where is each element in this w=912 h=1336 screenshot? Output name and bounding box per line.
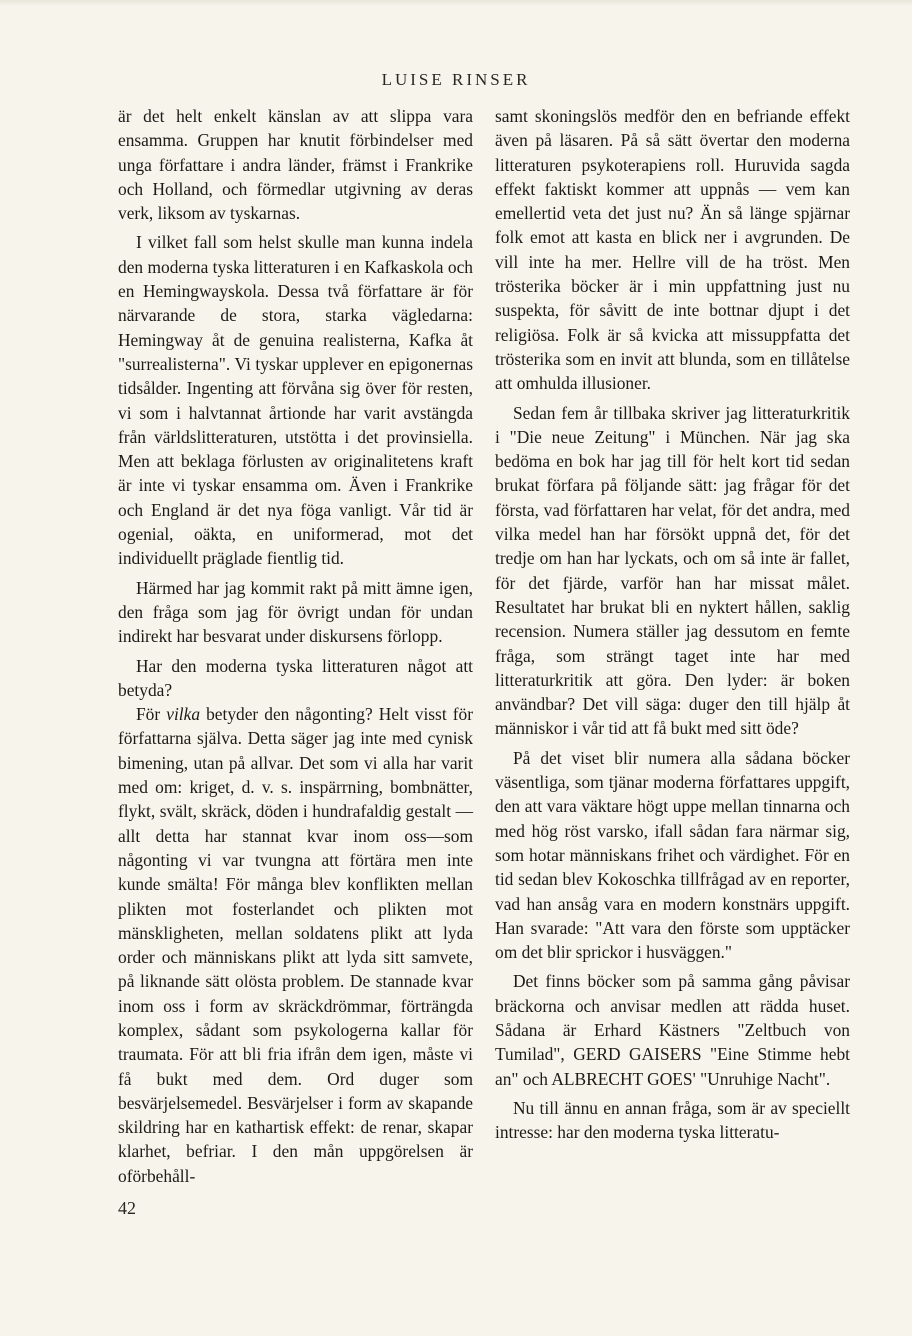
left-paragraph-4: Har den moderna tyska litteraturen något att betyda? (118, 655, 473, 700)
right-paragraph-4: Det finns böcker som på samma gång påvisar bräckorna och anvisar medlen att rädda huset. Sådana är Erhard Kästners "Zeltbuch von Tumilad", GERD GAISERS "Eine Stimme hebt an" och ALBRECHT GOES' "Unruhige Nacht". (495, 971, 850, 1089)
right-paragraph-3: På det viset blir numera alla sådana böcker väsentliga, som tjänar moderna författares uppgift, den att vara väktare högt uppe mellan tinnarna och med hög röst varsko, ifall sådan fara närmar sig, som hotar människans frihet och värdighet. För en tid sedan blev Kokoschka tillfrågad av en reporter, vad han ansåg vara en modern konstnärs uppgift. Han svarade: "Att vara den förste som upptäcker om det blir sprickor i husväggen." (495, 747, 850, 963)
right-column (495, 104, 850, 1144)
emphasized-word: vilka (166, 704, 201, 725)
right-paragraph-1: samt skoningslös medför den en befriande effekt även på läsaren. På så sätt övertar den moderna litteraturen psykoterapiens roll. Huruvida sagda effekt faktiskt kommer att uppnås — vem kan emellertid veta det just nu? Än så länge spjärnar folk emot att kasta en blick ner i avgrunden. De vill inte ha mer. Hellre vill de ha tröst. Men trösterika böcker är i min uppfattning just nu suspekta, för såvitt de inte bottnar djupt i det religiösa. Folk är så kvicka att missuppfatta det trösterika som en invit att blunda, som en tillåtelse att omhulda illusioner. (495, 106, 850, 394)
right-paragraph-5: Nu till ännu en annan fråga, som är av speciellt intresse: har den moderna tyska litteratu- (495, 1097, 850, 1143)
left-paragraph-5-rest: betyder den någonting? Helt visst för författarna själva. Detta säger jag inte med cynisk bimening, utan på allvar. Det som vi alla har varit med om: kriget, d. v. s. inspärrning, bombnätter, flykt, svält, skräck, döden i hundrafaldig gestalt — allt detta har stannat kvar inom oss—som någonting vi var tvungna att förtära men inte kunde smälta! För många blev konflikten mellan plikten mot fosterlandet och plikten mot mänskligheten, mellan soldatens plikt att lyda order och människans plikt att lyda sitt samvete, på liknande sätt olösta problem. De stannade kvar inom oss i form av skräckdrömmar, förträngda komplex, sådant som psykologerna kallar för traumata. För att bli fria ifrån dem igen, måste vi få bukt med dem. Ord duger som besvärjelsemedel. Besvärjelser i form av skapande skildring har en kathartisk effekt: de renar, skapar klarhet, befriar. I den mån uppgörelsen är oförbehåll- (118, 704, 473, 1186)
page-top-edge (0, 0, 912, 6)
left-paragraph-5-start: För (136, 704, 167, 725)
left-column (118, 104, 473, 1188)
running-head: LUISE RINSER (381, 70, 531, 89)
left-paragraph-3: Härmed har jag kommit rakt på mitt ämne igen, den fråga som jag för övrigt undan för undan indirekt har besvarat under diskursens förlopp. (118, 577, 473, 647)
left-paragraph-2: I vilket fall som helst skulle man kunna indela den moderna tyska litteraturen i en Kafkaskola och en Hemingwayskola. Dessa två författare är för närvarande de stora, starka vägledarna: Hemingway åt de genuina realisterna, Kafka åt "surrealisterna". Vi tyskar upplever en epigonernas tidsålder. Ingenting att förvåna sig över för resten, vi som i halvtannat årtionde har varit avstängda från världslitteraturen, utstötta i det provinsiella. Men att beklaga förlusten av originalitetens kraft är inte vi tyskar ensamma om. Även i Frankrike och England är det nya föga vanligt. Vår tid är ogenial, oäkta, en uniformerad, mot det individuellt präglade fientlig tid. (118, 232, 473, 569)
left-paragraph-1: är det helt enkelt känslan av att slippa vara ensamma. Gruppen har knutit förbindelser med unga författare i andra länder, främst i Frankrike och Holland, och förmedlar utgivning av deras verk, liksom av tyskarnas. (118, 106, 473, 224)
left-paragraph-5 (118, 702, 473, 1188)
right-paragraph-2: Sedan fem år tillbaka skriver jag litteraturkritik i "Die neue Zeitung" i München. När jag ska bedöma en bok har jag till för helt kort tid sedan brukat förfara på följande sätt: jag frågar för det första, vad författaren har velat, för det andra, med vilka medel han har försökt uppnå det, för det tredje om han har lyckats, och om så inte är fallet, för det fjärde, varför han har missat målet. Resultatet har brukat bli en nyktert hållen, saklig recension. Numera ställer jag dessutom en femte fråga, som strängt taget inte har med litteraturkritik att göra. Den lyder: är boken användbar? Det vill säga: duger den till hjälp åt människor i vår tid att få bukt med sitt öde? (495, 402, 850, 739)
page-number: 42 (118, 1198, 136, 1218)
